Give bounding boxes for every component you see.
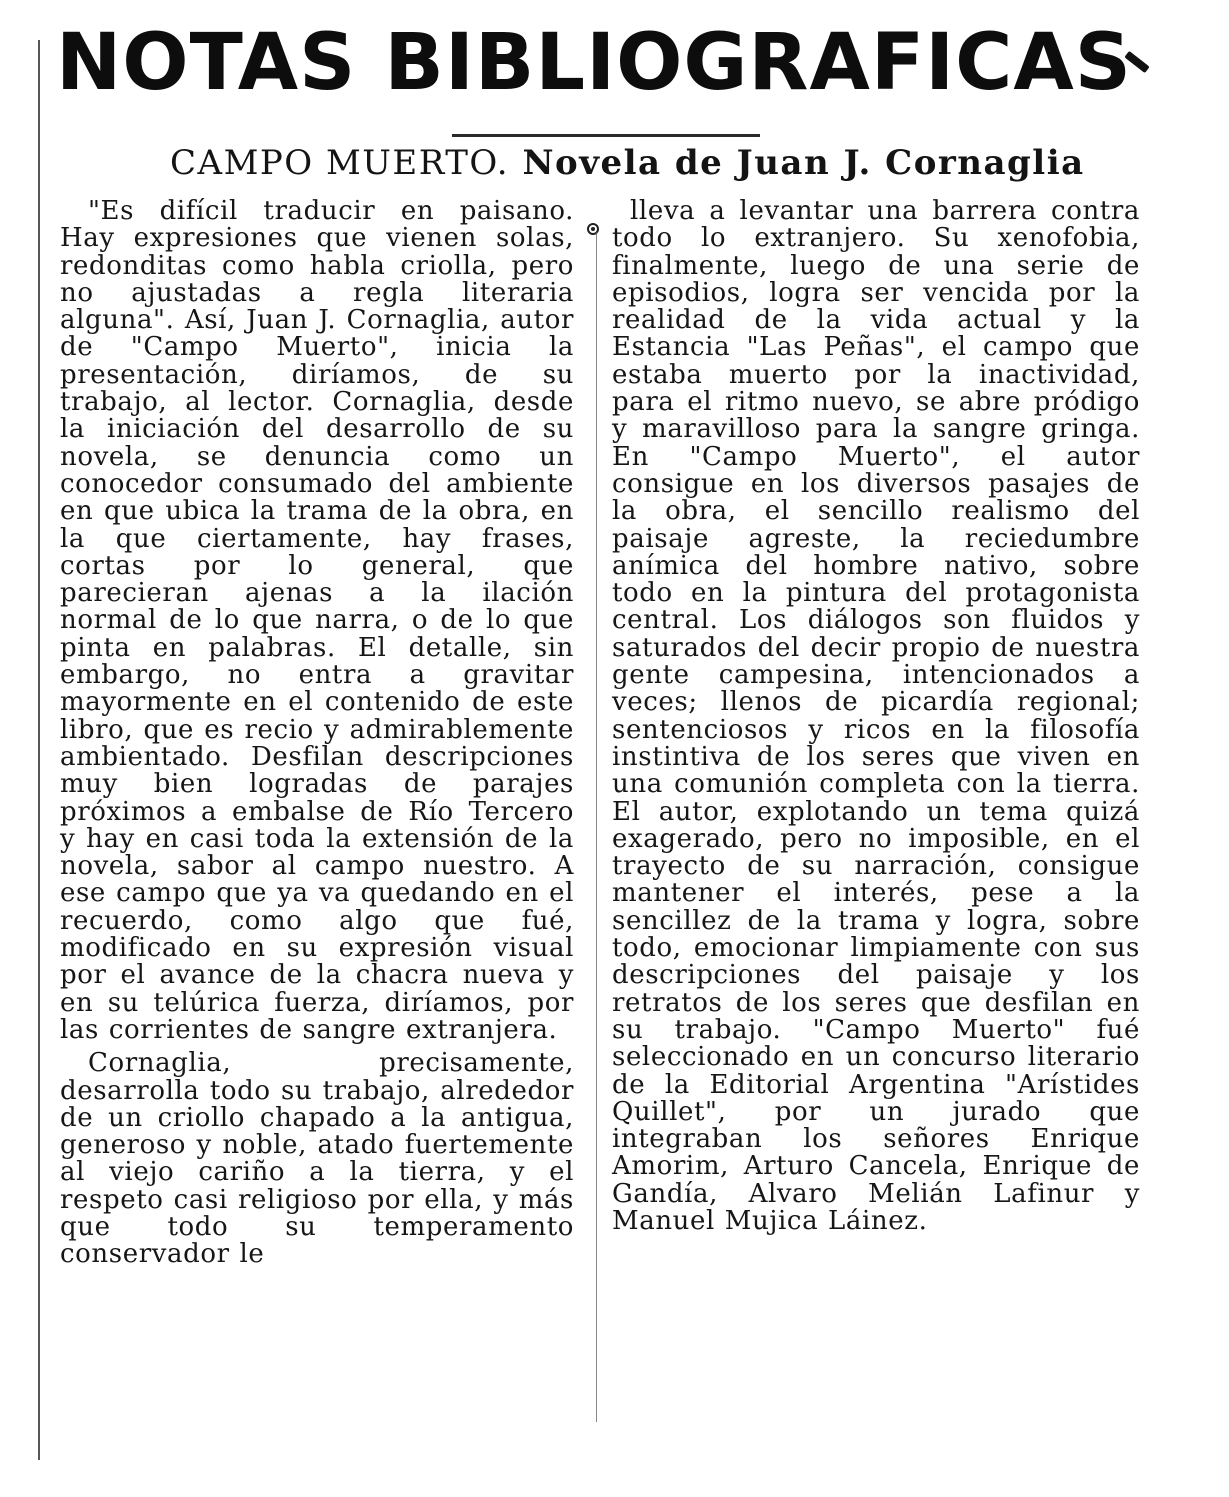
book-title: CAMPO MUERTO. bbox=[170, 143, 510, 183]
book-byline: Novela de Juan J. Cornaglia bbox=[522, 143, 1085, 183]
paragraph: lleva a levantar una barrera contra todo lo extranjero. Su xenofobia, finalmente, luego de una serie de episodios, logra ser vencida por la realidad de la vida actual y la Estancia "Las Peñas", el campo que estaba muerto por la inactividad, para el ritmo nuevo, se abre pródigo y maravilloso para la sangre gringa. En "Campo Muerto", el autor consigue en los diversos pasajes de la obra, el sencillo realismo del paisaje agreste, la reciedumbre anímica del hombre nativo, sobre todo en la pintura del protagonista central. Los diálogos son fluidos y saturados del decir propio de nuestra gente campesina, intencionados a veces; llenos de picardía regional; sentenciosos y ricos en la filosofía instintiva de los seres que viven en una comunión completa con la tierra. El autor, explotando un tema quizá exagerado, pero no imposible, en el trayecto de su narración, consigue mantener el interés, pese a la sencillez de la trama y logra, sobre todo, emocionar limpiamente con sus descripciones del paisaje y los retratos de los seres que desfilan en su trabajo. "Campo Muerto" fué seleccionado en un concurso literario de la Editorial Argentina "Arístides Quillet", por un jurado que integraban los señores Enrique Amorim, Arturo Cancela, Enrique de Gandía, Alvaro Melián Lafinur y Manuel Mujica Láinez. bbox=[612, 196, 1140, 1236]
clipping-edge-rule bbox=[38, 40, 40, 1460]
column-bullet-icon bbox=[587, 223, 599, 235]
paragraph: "Es difícil traducir en paisano. Hay expresiones que vienen solas, redonditas como habla criolla, pero no ajustadas a regla literaria alguna". Así, Juan J. Cornaglia, autor de "Campo Muerto", inicia la presentación, diríamos, de su trabajo, al lector. Cornaglia, desde la iniciación del desarrollo de su novela, se denuncia como un conocedor consumado del ambiente en que ubica la trama de la obra, en la que ciertamente, hay frases, cortas por lo general, que parecieran ajenas a la ilación normal de lo que narra, o de lo que pinta en palabras. El detalle, sin embargo, no entra a gravitar mayormente en el contenido de este libro, que es recio y admirablemente ambientado. Desfilan descripciones muy bien logradas de parajes próximos a embalse de Río Tercero y hay en casi toda la extensión de la novela, sabor al campo nuestro. A ese campo que ya va quedando en el recuerdo, como algo que fué, modificado en su expresión visual por el avance de la chacra nueva y en su telúrica fuerza, diríamos, por las corrientes de sangre extranjera. bbox=[60, 196, 574, 1045]
article-column-left bbox=[60, 198, 574, 1269]
title-rule bbox=[452, 134, 760, 137]
review-title bbox=[170, 140, 1085, 186]
section-headline: NOTAS BIBLIOGRAFICAS bbox=[56, 18, 1132, 108]
paragraph: Cornaglia, precisamente, desarrolla todo su trabajo, alrededor de un criollo chapado a la antigua, generoso y noble, atado fuertemente al viejo cariño a la tierra, y el respeto casi religioso por ella, y más que todo su temperamento conservador le bbox=[60, 1048, 574, 1270]
article-column-right bbox=[612, 198, 1140, 1235]
column-divider bbox=[596, 232, 597, 1422]
